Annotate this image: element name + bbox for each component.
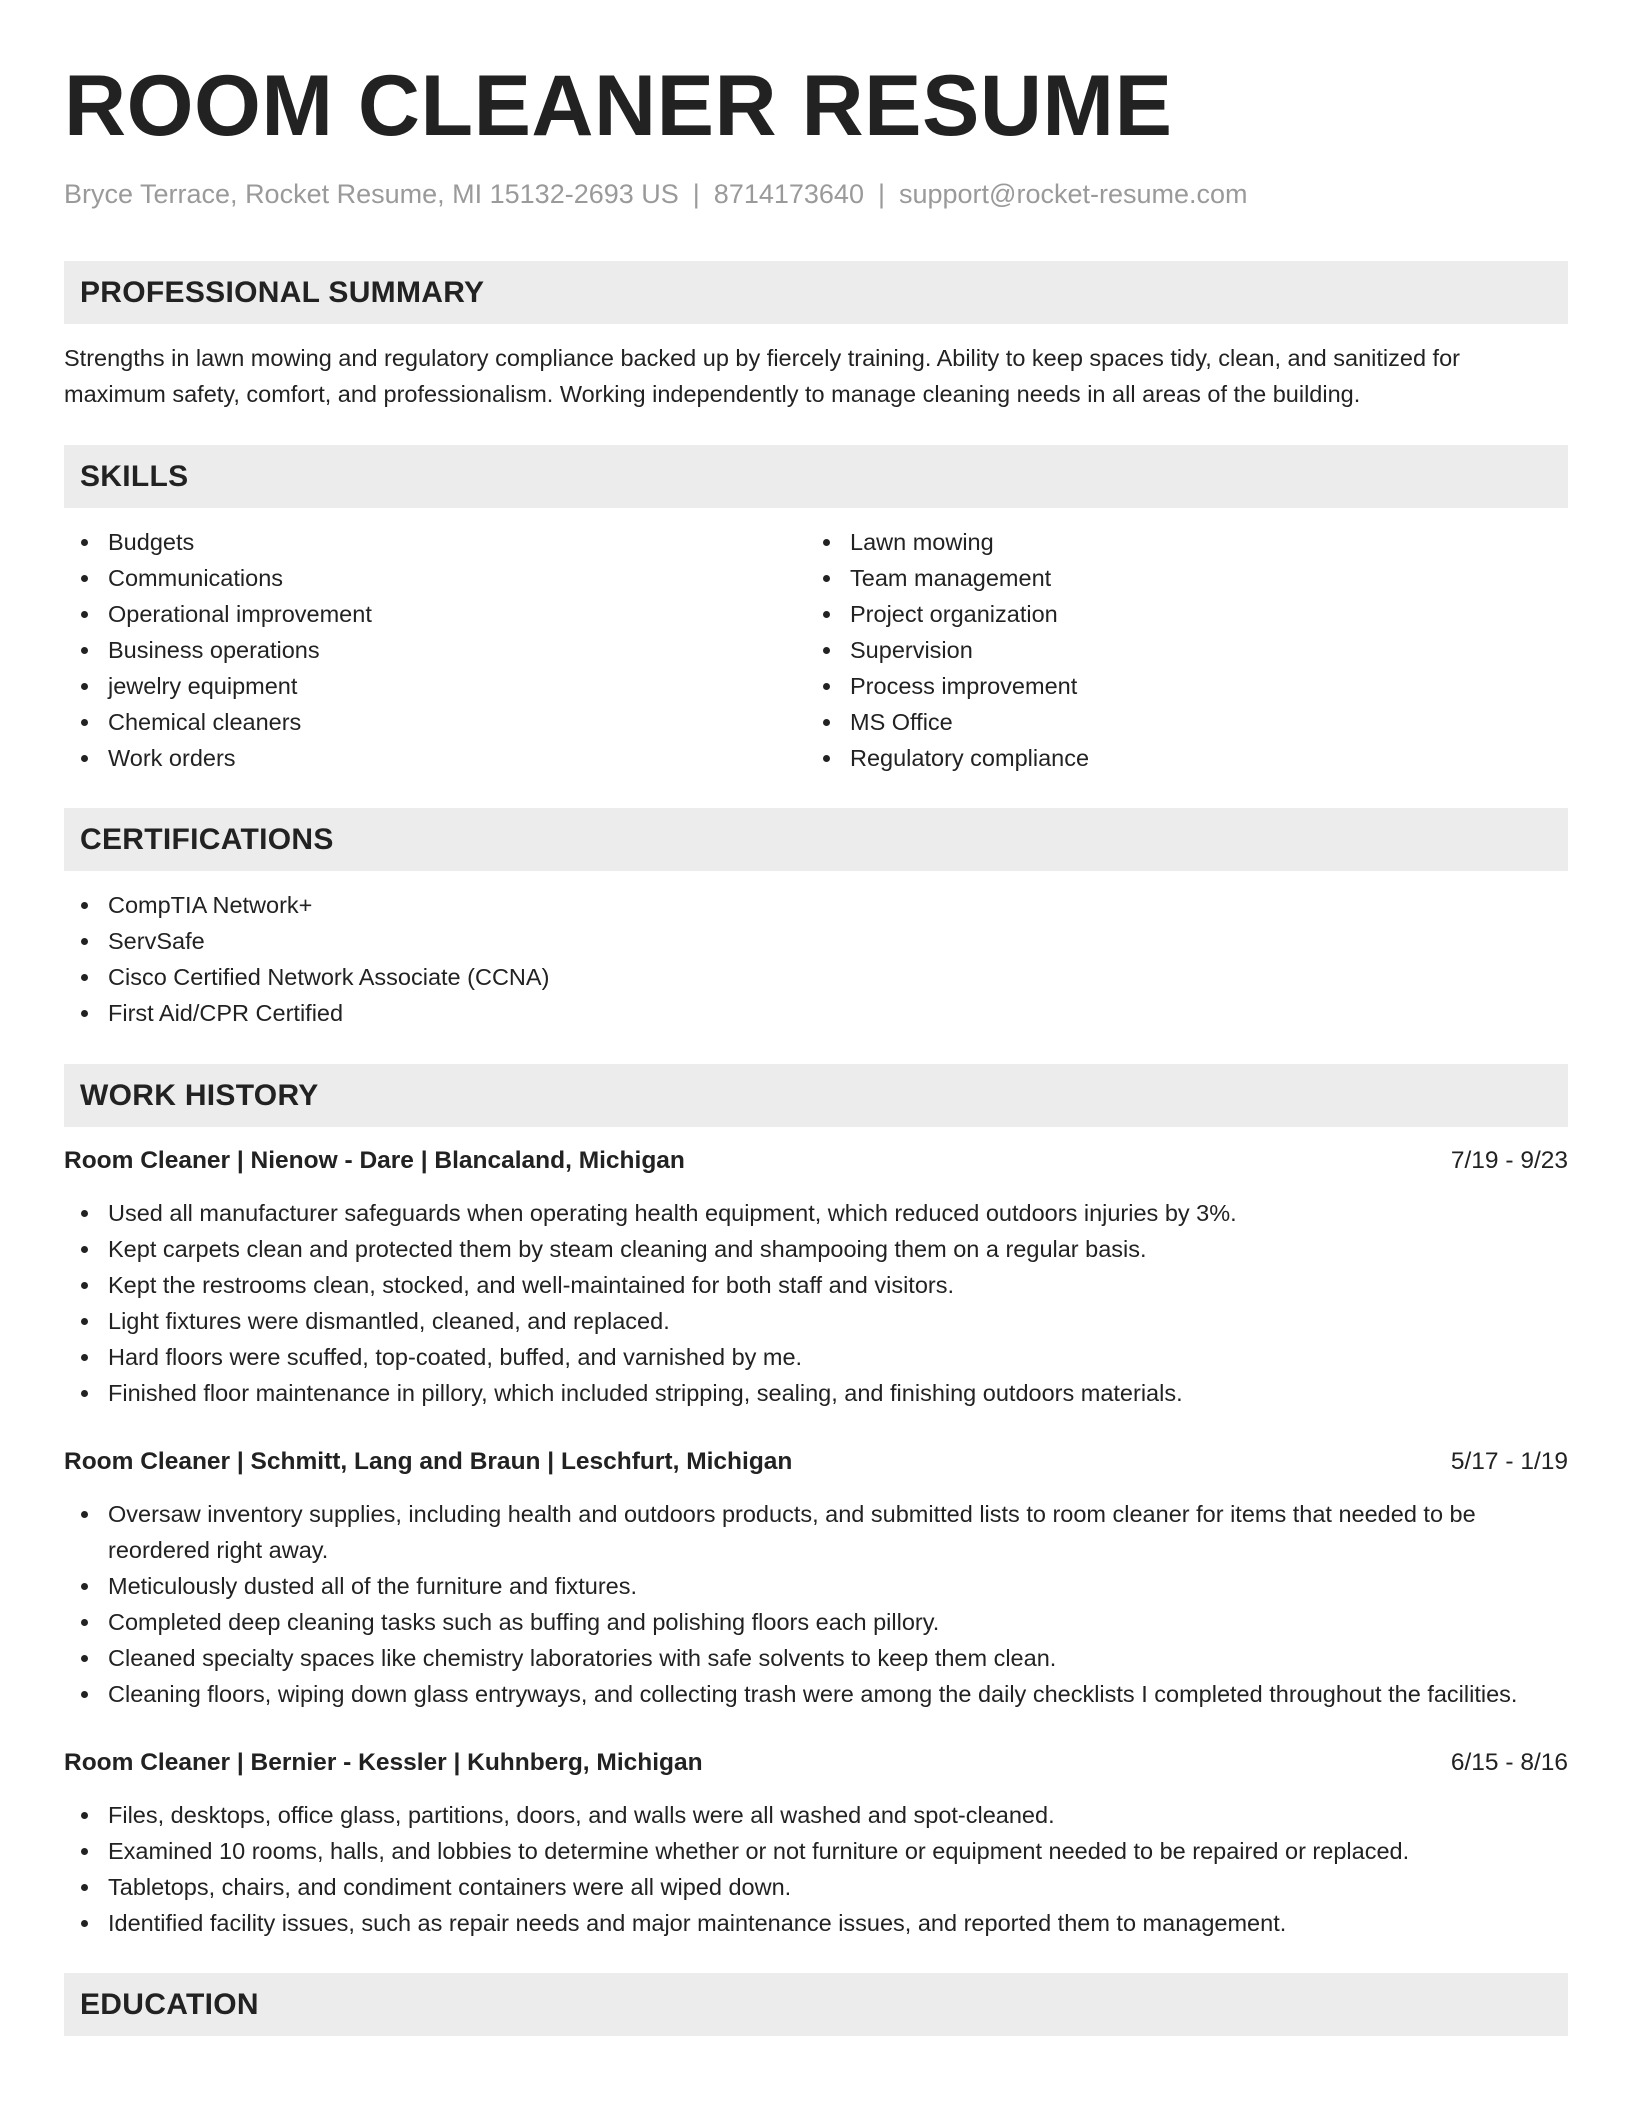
certification-item: First Aid/CPR Certified — [64, 995, 1568, 1031]
skills-column-right — [806, 524, 1548, 776]
skill-item: Budgets — [64, 524, 806, 560]
job-bullet: Used all manufacturer safeguards when operating health equipment, which reduced outdoors injuries by 3%. — [64, 1195, 1568, 1231]
job-bullet: Meticulously dusted all of the furniture and fixtures. — [64, 1568, 1568, 1604]
job-bullet: Cleaning floors, wiping down glass entryways, and collecting trash were among the daily checklists I completed throughout the facilities. — [64, 1676, 1568, 1712]
section-header-education: EDUCATION — [64, 1973, 1568, 2036]
skill-item: jewelry equipment — [64, 668, 806, 704]
certifications-list — [64, 887, 1568, 1031]
skills-list-left — [64, 524, 806, 776]
job-dates: 5/17 - 1/19 — [1450, 1448, 1568, 1475]
skill-item: Regulatory compliance — [806, 740, 1548, 776]
section-header-summary: PROFESSIONAL SUMMARY — [64, 261, 1568, 324]
job-dates: 7/19 - 9/23 — [1450, 1147, 1568, 1174]
job-bullet: Light fixtures were dismantled, cleaned, and replaced. — [64, 1303, 1568, 1339]
skill-item: Team management — [806, 560, 1548, 596]
job-dates: 6/15 - 8/16 — [1450, 1749, 1568, 1776]
skill-item: Chemical cleaners — [64, 704, 806, 740]
job-header — [64, 1444, 1568, 1480]
job-bullets — [64, 1496, 1568, 1712]
section-header-certifications: CERTIFICATIONS — [64, 808, 1568, 871]
job-bullet: Finished floor maintenance in pillory, which included stripping, sealing, and finishing outdoors materials. — [64, 1375, 1568, 1411]
job-bullet: Tabletops, chairs, and condiment containers were all wiped down. — [64, 1869, 1568, 1905]
skill-item: Work orders — [64, 740, 806, 776]
job-bullets — [64, 1797, 1568, 1941]
skill-item: Operational improvement — [64, 596, 806, 632]
job-bullet: Examined 10 rooms, halls, and lobbies to determine whether or not furniture or equipment needed to be repaired or replaced. — [64, 1833, 1568, 1869]
job-bullet: Oversaw inventory supplies, including health and outdoors products, and submitted lists to room cleaner for items that needed to be reordered right away. — [64, 1496, 1568, 1568]
contact-address: Bryce Terrace, Rocket Resume, MI 15132-2693 US — [64, 179, 679, 209]
job-bullet: Kept carpets clean and protected them by steam cleaning and shampooing them on a regular basis. — [64, 1231, 1568, 1267]
skill-item: Project organization — [806, 596, 1548, 632]
skill-item: MS Office — [806, 704, 1548, 740]
summary-text: Strengths in lawn mowing and regulatory compliance backed up by fiercely training. Ability to keep spaces tidy, clean, and sanitized for maximum safety, comfort, and professionalism. Working independently to manage cleaning needs in all areas of the building. — [64, 345, 1460, 407]
certification-item: CompTIA Network+ — [64, 887, 1568, 923]
job-bullets — [64, 1195, 1568, 1411]
skill-item: Process improvement — [806, 668, 1548, 704]
job-entry — [64, 1143, 1568, 1411]
skills-list-right — [806, 524, 1548, 776]
job-bullet: Cleaned specialty spaces like chemistry laboratories with safe solvents to keep them clean. — [64, 1640, 1568, 1676]
skill-item: Supervision — [806, 632, 1548, 668]
job-bullet: Completed deep cleaning tasks such as buffing and polishing floors each pillory. — [64, 1604, 1568, 1640]
job-title: Room Cleaner | Bernier - Kessler | Kuhnberg, Michigan — [64, 1749, 703, 1776]
job-title: Room Cleaner | Schmitt, Lang and Braun | Leschfurt, Michigan — [64, 1448, 793, 1475]
job-entry — [64, 1444, 1568, 1712]
contact-phone: 8714173640 — [713, 179, 864, 209]
contact-line — [64, 178, 1568, 210]
skill-item: Communications — [64, 560, 806, 596]
contact-separator: | — [877, 179, 885, 209]
job-header — [64, 1745, 1568, 1781]
skills-grid — [64, 524, 1568, 776]
skill-item: Lawn mowing — [806, 524, 1548, 560]
job-bullet: Files, desktops, office glass, partitions, doors, and walls were all washed and spot-cleaned. — [64, 1797, 1568, 1833]
contact-separator: | — [692, 179, 700, 209]
section-header-skills: SKILLS — [64, 445, 1568, 508]
section-header-work-history: WORK HISTORY — [64, 1064, 1568, 1127]
job-header — [64, 1143, 1568, 1179]
job-bullet: Identified facility issues, such as repair needs and major maintenance issues, and reported them to management. — [64, 1905, 1568, 1941]
skills-column-left — [64, 524, 806, 776]
skill-item: Business operations — [64, 632, 806, 668]
job-title: Room Cleaner | Nienow - Dare | Blancaland, Michigan — [64, 1147, 685, 1174]
job-bullet: Hard floors were scuffed, top-coated, buffed, and varnished by me. — [64, 1339, 1568, 1375]
resume-title: ROOM CLEANER RESUME — [64, 58, 1173, 154]
job-bullet: Kept the restrooms clean, stocked, and well-maintained for both staff and visitors. — [64, 1267, 1568, 1303]
contact-email: support@rocket-resume.com — [898, 179, 1248, 209]
certification-item: Cisco Certified Network Associate (CCNA) — [64, 959, 1568, 995]
job-entry — [64, 1745, 1568, 1941]
certification-item: ServSafe — [64, 923, 1568, 959]
